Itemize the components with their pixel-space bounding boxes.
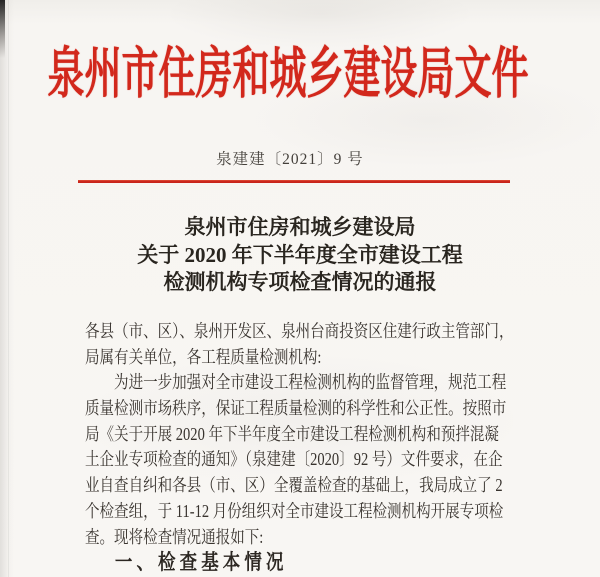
document-title-line: 关于 2020 年下半年度全市建设工程 <box>137 242 463 267</box>
salutation-line: 局属有关单位，各工程质量检测机构: <box>85 346 322 367</box>
red-letterhead-title: 泉州市住房和城乡建设局文件 <box>47 44 529 106</box>
paragraph-line: 业自查自纠和各县（市、区）全覆盖检查的基础上，我局成立了 2 <box>85 475 503 496</box>
paragraph-line: 质量检测市场秩序，保证工程质量检测的科学性和公正性。按照市 <box>85 398 507 419</box>
paragraph-line: 查。现将检查情况通报如下: <box>85 526 264 547</box>
document-title-line: 泉州市住房和城乡建设局 <box>184 215 416 239</box>
document-number: 泉建建〔2021〕9 号 <box>216 151 364 168</box>
document-title-line: 检测机构专项检查情况的通报 <box>163 270 437 294</box>
document-title <box>0 214 600 297</box>
paragraph-line: 为进一步加强对全市建设工程检测机构的监督管理，规范工程 <box>85 372 507 393</box>
salutation-line: 各县（市、区）、泉州开发区、泉州台商投资区住建行政主管部门， <box>85 321 514 341</box>
paragraph-line: 局《关于开展 2020 年下半年度全市建设工程检测机构和预拌混凝 <box>85 423 499 444</box>
red-divider-line <box>78 180 510 183</box>
paragraph-line: 个检查组，于 11-12 月份组织对全市建设工程检测机构开展专项检 <box>85 500 504 521</box>
document-body <box>85 319 600 576</box>
paragraph-line: 土企业专项检查的通知》（泉建建〔2020〕92 号）文件要求，在企 <box>85 449 503 470</box>
section-heading: 一、检查基本情况 <box>114 551 288 575</box>
